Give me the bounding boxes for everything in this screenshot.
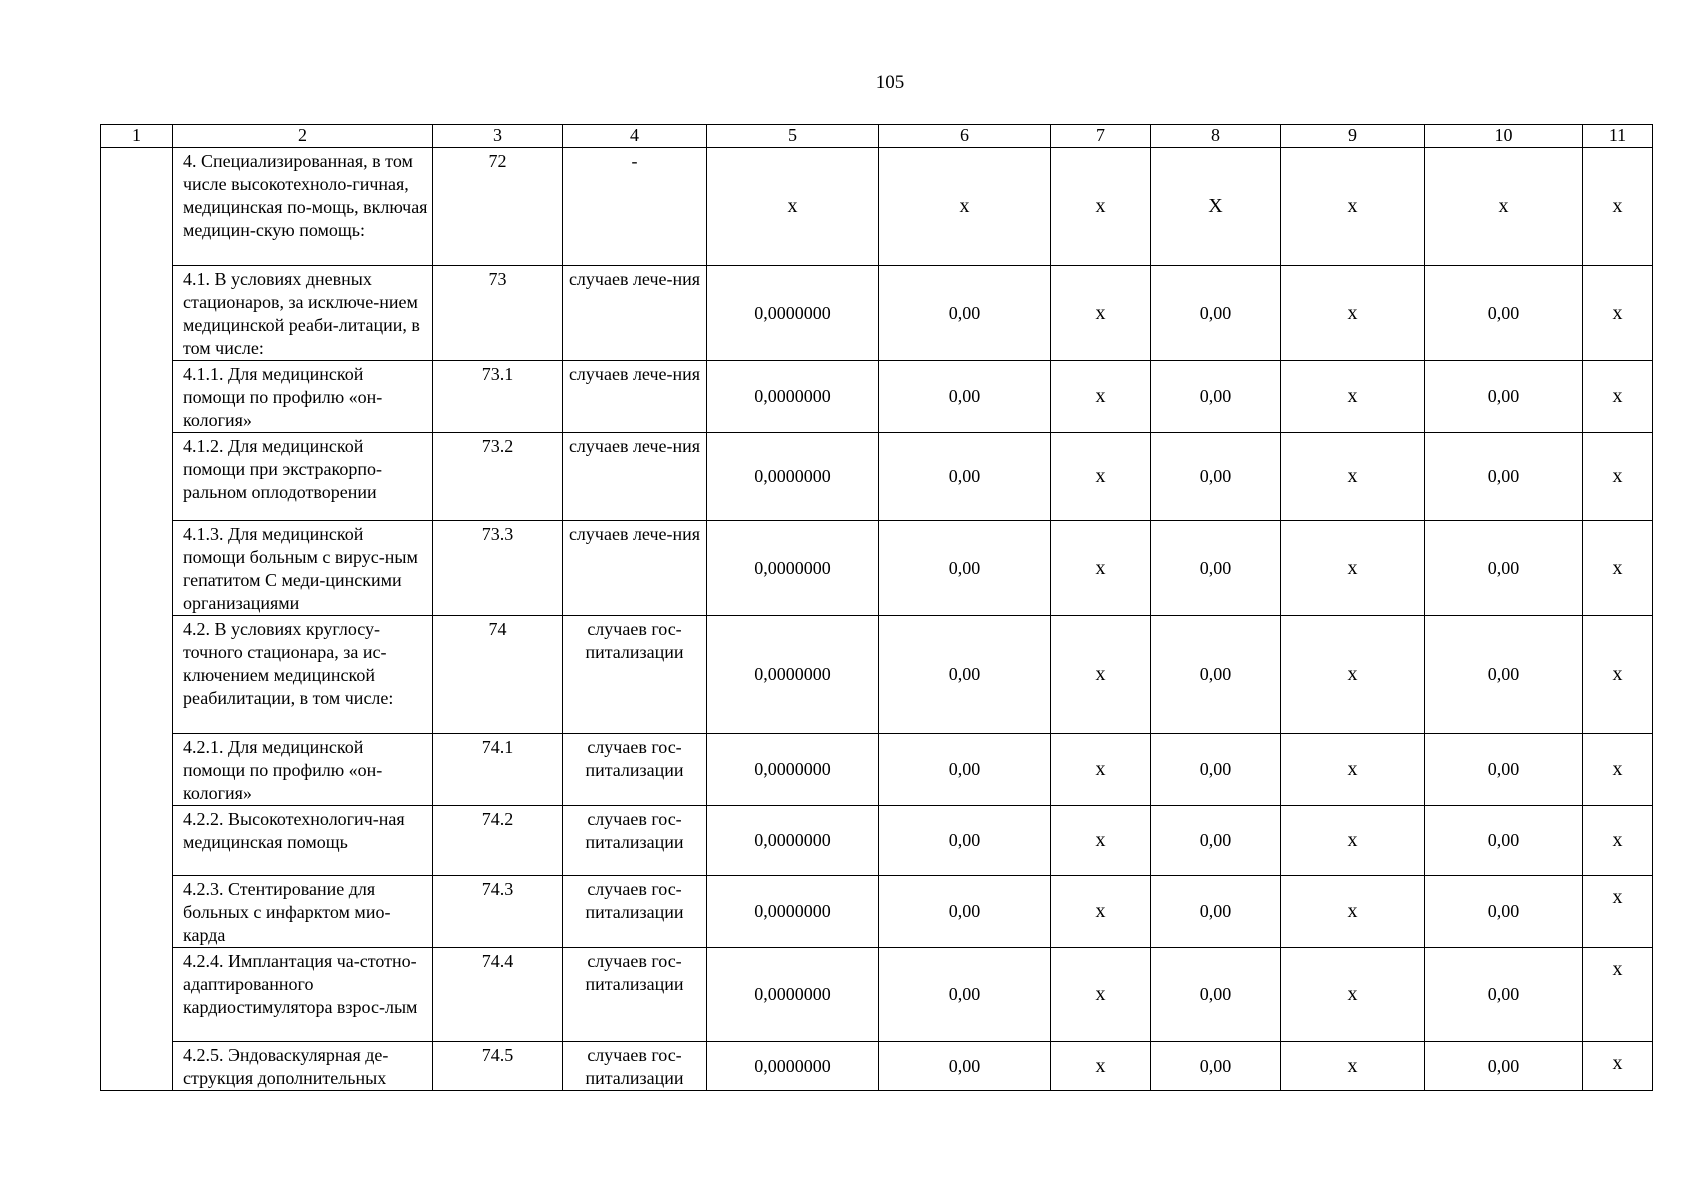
cell-c5: 0,0000000	[707, 948, 879, 1042]
row-code: 73.2	[433, 433, 563, 521]
cell-c10: 0,00	[1425, 361, 1583, 433]
cell-c5: 0,0000000	[707, 876, 879, 948]
cell-c11: х	[1583, 1042, 1653, 1091]
header-cell: 4	[563, 125, 707, 148]
row-code: 72	[433, 148, 563, 266]
header-cell: 6	[879, 125, 1051, 148]
row-unit: случаев лече-ния	[563, 266, 707, 361]
cell-c6: 0,00	[879, 948, 1051, 1042]
cell-c7: х	[1051, 433, 1151, 521]
cell-c11: х	[1583, 806, 1653, 876]
header-cell: 9	[1281, 125, 1425, 148]
row-name: 4.2. В условиях круглосу-точного стационара, за ис-ключением медицинской реабилитации, в том числе:	[173, 616, 433, 734]
cell-c10: 0,00	[1425, 806, 1583, 876]
cell-c9: х	[1281, 616, 1425, 734]
cell-c5: х	[707, 148, 879, 266]
row-unit: случаев гос-питализации	[563, 806, 707, 876]
cell-c6: 0,00	[879, 876, 1051, 948]
cell-c7: х	[1051, 1042, 1151, 1091]
cell-c10: 0,00	[1425, 266, 1583, 361]
cell-c6: 0,00	[879, 266, 1051, 361]
header-cell: 1	[101, 125, 173, 148]
cell-c6: 0,00	[879, 361, 1051, 433]
cell-c8: 0,00	[1151, 433, 1281, 521]
row-code: 74.2	[433, 806, 563, 876]
cell-c6: 0,00	[879, 1042, 1051, 1091]
table-row	[101, 433, 1653, 521]
cell-c10: 0,00	[1425, 734, 1583, 806]
cell-c6: х	[879, 148, 1051, 266]
row-name: 4.1. В условиях дневных стационаров, за исключе-нием медицинской реаби-литации, в том числе:	[173, 266, 433, 361]
cell-c6: 0,00	[879, 806, 1051, 876]
cell-c10: 0,00	[1425, 616, 1583, 734]
cell-c5: 0,0000000	[707, 734, 879, 806]
row-name: 4.2.3. Стентирование для больных с инфарктом мио-карда	[173, 876, 433, 948]
cell-c7: х	[1051, 361, 1151, 433]
cell-c11: х	[1583, 521, 1653, 616]
cell-c11: х	[1583, 948, 1653, 1042]
cell-c6: 0,00	[879, 521, 1051, 616]
row-unit: случаев гос-питализации	[563, 1042, 707, 1091]
row-unit: случаев лече-ния	[563, 433, 707, 521]
table-row	[101, 521, 1653, 616]
cell-c8: 0,00	[1151, 266, 1281, 361]
cell-c11: х	[1583, 876, 1653, 948]
cell-c8: 0,00	[1151, 734, 1281, 806]
row-code: 73.1	[433, 361, 563, 433]
row-unit: случаев гос-питализации	[563, 876, 707, 948]
cell-c11: х	[1583, 361, 1653, 433]
data-table	[100, 124, 1653, 1091]
cell-c7: х	[1051, 616, 1151, 734]
row-code: 74.4	[433, 948, 563, 1042]
table-row	[101, 616, 1653, 734]
cell-c5: 0,0000000	[707, 521, 879, 616]
row-code: 74.3	[433, 876, 563, 948]
page-number: 105	[875, 72, 905, 93]
cell-c7: х	[1051, 734, 1151, 806]
header-cell: 8	[1151, 125, 1281, 148]
row-code: 74.5	[433, 1042, 563, 1091]
table-row	[101, 734, 1653, 806]
cell-c10: 0,00	[1425, 433, 1583, 521]
row-name: 4.2.4. Имплантация ча-стотно-адаптированного кардиостимулятора взрос-лым	[173, 948, 433, 1042]
cell-c9: х	[1281, 148, 1425, 266]
row-unit: -	[563, 148, 707, 266]
empty-cell	[101, 148, 173, 1091]
cell-c8: 0,00	[1151, 948, 1281, 1042]
row-code: 73	[433, 266, 563, 361]
cell-c11: х	[1583, 734, 1653, 806]
cell-c8: 0,00	[1151, 1042, 1281, 1091]
cell-c8: 0,00	[1151, 361, 1281, 433]
cell-c5: 0,0000000	[707, 1042, 879, 1091]
row-name: 4.2.5. Эндоваскулярная де-струкция дополнительных	[173, 1042, 433, 1091]
cell-c9: х	[1281, 734, 1425, 806]
cell-c9: х	[1281, 361, 1425, 433]
row-name: 4.2.1. Для медицинской помощи по профилю «он-кология»	[173, 734, 433, 806]
row-name: 4.2.2. Высокотехнологич-ная медицинская помощь	[173, 806, 433, 876]
cell-c6: 0,00	[879, 734, 1051, 806]
cell-c5: 0,0000000	[707, 433, 879, 521]
table-row	[101, 876, 1653, 948]
cell-c10: х	[1425, 148, 1583, 266]
row-unit: случаев лече-ния	[563, 361, 707, 433]
cell-c11: х	[1583, 616, 1653, 734]
cell-c10: 0,00	[1425, 1042, 1583, 1091]
cell-c11: х	[1583, 148, 1653, 266]
row-unit: случаев лече-ния	[563, 521, 707, 616]
header-cell: 11	[1583, 125, 1653, 148]
header-cell: 5	[707, 125, 879, 148]
table-row	[101, 806, 1653, 876]
cell-c9: х	[1281, 521, 1425, 616]
cell-c5: 0,0000000	[707, 616, 879, 734]
header-cell: 10	[1425, 125, 1583, 148]
row-code: 74.1	[433, 734, 563, 806]
cell-c7: х	[1051, 948, 1151, 1042]
header-cell: 7	[1051, 125, 1151, 148]
cell-c8: Х	[1151, 148, 1281, 266]
cell-c8: 0,00	[1151, 616, 1281, 734]
cell-c11: х	[1583, 433, 1653, 521]
cell-c6: 0,00	[879, 616, 1051, 734]
cell-c7: х	[1051, 521, 1151, 616]
cell-c7: х	[1051, 148, 1151, 266]
cell-c9: х	[1281, 806, 1425, 876]
table-row	[101, 948, 1653, 1042]
row-name: 4.1.2. Для медицинской помощи при экстракорпо-ральном оплодотворении	[173, 433, 433, 521]
row-code: 74	[433, 616, 563, 734]
row-unit: случаев гос-питализации	[563, 616, 707, 734]
header-cell: 3	[433, 125, 563, 148]
cell-c9: х	[1281, 266, 1425, 361]
cell-c10: 0,00	[1425, 876, 1583, 948]
cell-c7: х	[1051, 876, 1151, 948]
cell-c9: х	[1281, 876, 1425, 948]
row-unit: случаев гос-питализации	[563, 734, 707, 806]
table-row	[101, 1042, 1653, 1091]
row-name: 4.1.3. Для медицинской помощи больным с вирус-ным гепатитом С меди-цинскими организациями	[173, 521, 433, 616]
cell-c9: х	[1281, 948, 1425, 1042]
cell-c6: 0,00	[879, 433, 1051, 521]
cell-c8: 0,00	[1151, 806, 1281, 876]
row-name: 4.1.1. Для медицинской помощи по профилю «он-кология»	[173, 361, 433, 433]
table-row	[101, 266, 1653, 361]
cell-c5: 0,0000000	[707, 806, 879, 876]
cell-c7: х	[1051, 266, 1151, 361]
cell-c8: 0,00	[1151, 521, 1281, 616]
cell-c10: 0,00	[1425, 521, 1583, 616]
header-cell: 2	[173, 125, 433, 148]
cell-c11: х	[1583, 266, 1653, 361]
row-unit: случаев гос-питализации	[563, 948, 707, 1042]
cell-c10: 0,00	[1425, 948, 1583, 1042]
cell-c5: 0,0000000	[707, 266, 879, 361]
row-name: 4. Специализированная, в том числе высокотехноло-гичная, медицинская по-мощь, включая медицин-скую помощь:	[173, 148, 433, 266]
table-row	[101, 148, 1653, 266]
cell-c7: х	[1051, 806, 1151, 876]
cell-c8: 0,00	[1151, 876, 1281, 948]
row-code: 73.3	[433, 521, 563, 616]
table-row	[101, 361, 1653, 433]
header-row	[101, 125, 1653, 148]
cell-c9: х	[1281, 433, 1425, 521]
cell-c9: х	[1281, 1042, 1425, 1091]
cell-c5: 0,0000000	[707, 361, 879, 433]
